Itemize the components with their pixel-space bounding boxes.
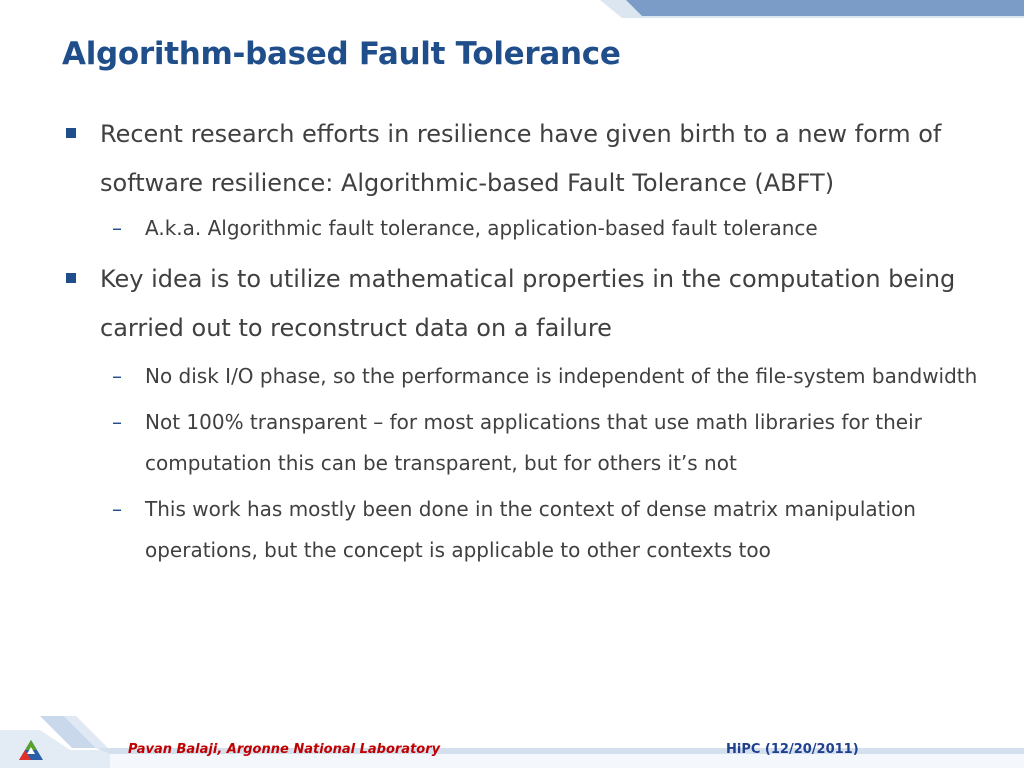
slide-body [62,110,982,571]
bullet-text: Key idea is to utilize mathematical properties in the computation being carried out to reconstruct data on a failure [100,265,956,342]
argonne-logo-icon [18,739,44,761]
footer-event: HiPC (12/20/2011) [726,742,859,757]
bullet-item [62,110,982,208]
top-decoration [0,0,1024,18]
sub-bullet-text: A.k.a. Algorithmic fault tolerance, application-based fault tolerance [145,216,818,240]
square-bullet-icon [66,128,76,138]
footer-decoration [0,710,1024,768]
footer-author: Pavan Balaji, Argonne National Laboratory [128,742,441,757]
sub-bullet-item [62,356,982,397]
sub-bullet-item [62,402,982,484]
bullet-text: Recent research efforts in resilience have given birth to a new form of software resilience: Algorithmic-based Fault Tolerance (ABFT) [100,120,942,197]
dash-icon: – [112,364,122,388]
sub-bullet-item [62,489,982,571]
bullet-item [62,255,982,353]
slide-title: Algorithm-based Fault Tolerance [62,36,621,72]
sub-bullet-item [62,208,982,249]
dash-icon: – [112,497,122,521]
square-bullet-icon [66,273,76,283]
sub-bullet-text: Not 100% transparent – for most applications that use math libraries for their computation this can be transparent, but for others it’s not [145,410,922,475]
dash-icon: – [112,216,122,240]
dash-icon: – [112,410,122,434]
sub-bullet-text: This work has mostly been done in the context of dense matrix manipulation operations, but the concept is applicable to other contexts too [145,497,916,562]
sub-bullet-text: No disk I/O phase, so the performance is independent of the file-system bandwidth [145,364,978,388]
